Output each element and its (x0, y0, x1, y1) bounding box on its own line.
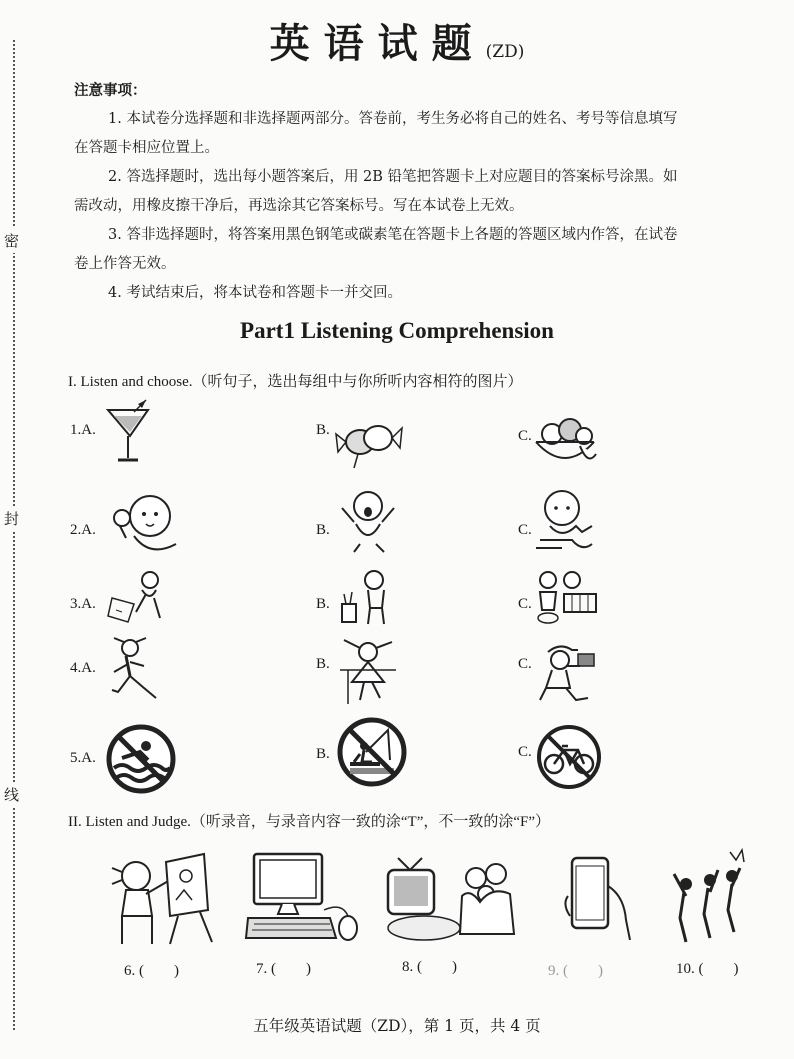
binding-dotted-line (13, 40, 15, 1030)
note-line: 在答题卡相应位置上。 (74, 140, 219, 156)
title-text: 英语试题 (269, 20, 486, 67)
no-cycling-icon (532, 724, 606, 790)
boy-watering-icon (338, 568, 394, 628)
q8-blank[interactable]: 8. ( ) (402, 959, 457, 975)
fruit-basket-icon (530, 408, 600, 472)
note-line: 卷上作答无效。 (74, 256, 176, 272)
section2-title: II. Listen and Judge.（听录音，与录音内容一致的涂“T”，不一致的涂“F”） (68, 814, 551, 830)
family-watching-tv-icon (384, 856, 520, 944)
q6-blank[interactable]: 6. ( ) (124, 963, 179, 979)
computer-icon (244, 852, 360, 942)
note-line: 需改动，用橡皮擦干净后，再选涂其它答案标号。写在本试卷上无效。 (74, 198, 524, 214)
q4-a-label: 4.A. (70, 660, 96, 676)
note-line: 2. 答选择题时，选出每小题答案后，用 2B 铅笔把答题卡上对应题目的答案标号涂黑。如 (108, 169, 678, 185)
girl-painting-icon (108, 850, 216, 946)
baby-with-toy-icon (106, 488, 186, 558)
q5-b-label: B. (316, 746, 330, 762)
note-line: 3. 答非选择题时，将答案用黑色钢笔或碳素笔在答题卡上各题的答题区域内作答，在试卷 (108, 227, 678, 243)
boy-taking-photo-icon (536, 642, 602, 702)
no-swimming-icon (106, 724, 176, 794)
q7-blank[interactable]: 7. ( ) (256, 961, 311, 977)
binding-char-xian: 线 (4, 782, 19, 807)
q5-a-label: 5.A. (70, 750, 96, 766)
no-fishing-icon (336, 716, 408, 788)
section1-title: I. Listen and choose.（听句子，选出每组中与你所听内容相符的图片） (68, 374, 523, 390)
q4-b-label: B. (316, 656, 330, 672)
girl-running-icon (104, 636, 164, 704)
smartphone-icon (560, 856, 636, 940)
q5-c-label: C. (518, 744, 532, 760)
q2-b-label: B. (316, 522, 330, 538)
part1-title: Part1 Listening Comprehension (240, 318, 554, 343)
q10-blank[interactable]: 10. ( ) (676, 961, 739, 977)
girl-dancing-icon (334, 636, 402, 706)
binding-char-mi: 密 (4, 228, 19, 253)
sitting-baby-icon (532, 486, 598, 556)
title-code: (ZD) (485, 42, 525, 62)
q1-a-label: 1.A. (70, 422, 96, 438)
q4-c-label: C. (518, 656, 532, 672)
note-line: 4. 考试结束后，将本试卷和答题卡一并交回。 (108, 285, 402, 301)
q9-blank[interactable]: 9. ( ) (548, 963, 603, 979)
exam-notes (74, 76, 789, 308)
q1-b-label: B. (316, 422, 330, 438)
q2-a-label: 2.A. (70, 522, 96, 538)
girl-drawing-icon (106, 568, 168, 626)
q3-b-label: B. (316, 596, 330, 612)
candy-icon (334, 412, 404, 472)
q3-c-label: C. (518, 596, 532, 612)
binding-char-feng: 封 (4, 506, 19, 531)
notes-heading: 注意事项： (74, 82, 147, 99)
kids-shopping-icon (532, 568, 602, 628)
cocktail-icon (104, 398, 154, 468)
page-footer: 五年级英语试题（ZD），第 1 页，共 4 页 (253, 1017, 541, 1035)
kids-cheering-icon (666, 848, 752, 946)
page-title (0, 12, 794, 69)
note-line: 1. 本试卷分选择题和非选择题两部分。答卷前，考生务必将自己的姓名、考号等信息填写 (108, 111, 678, 127)
q1-c-label: C. (518, 428, 532, 444)
crying-baby-icon (338, 486, 398, 556)
q2-c-label: C. (518, 522, 532, 538)
q3-a-label: 3.A. (70, 596, 96, 612)
